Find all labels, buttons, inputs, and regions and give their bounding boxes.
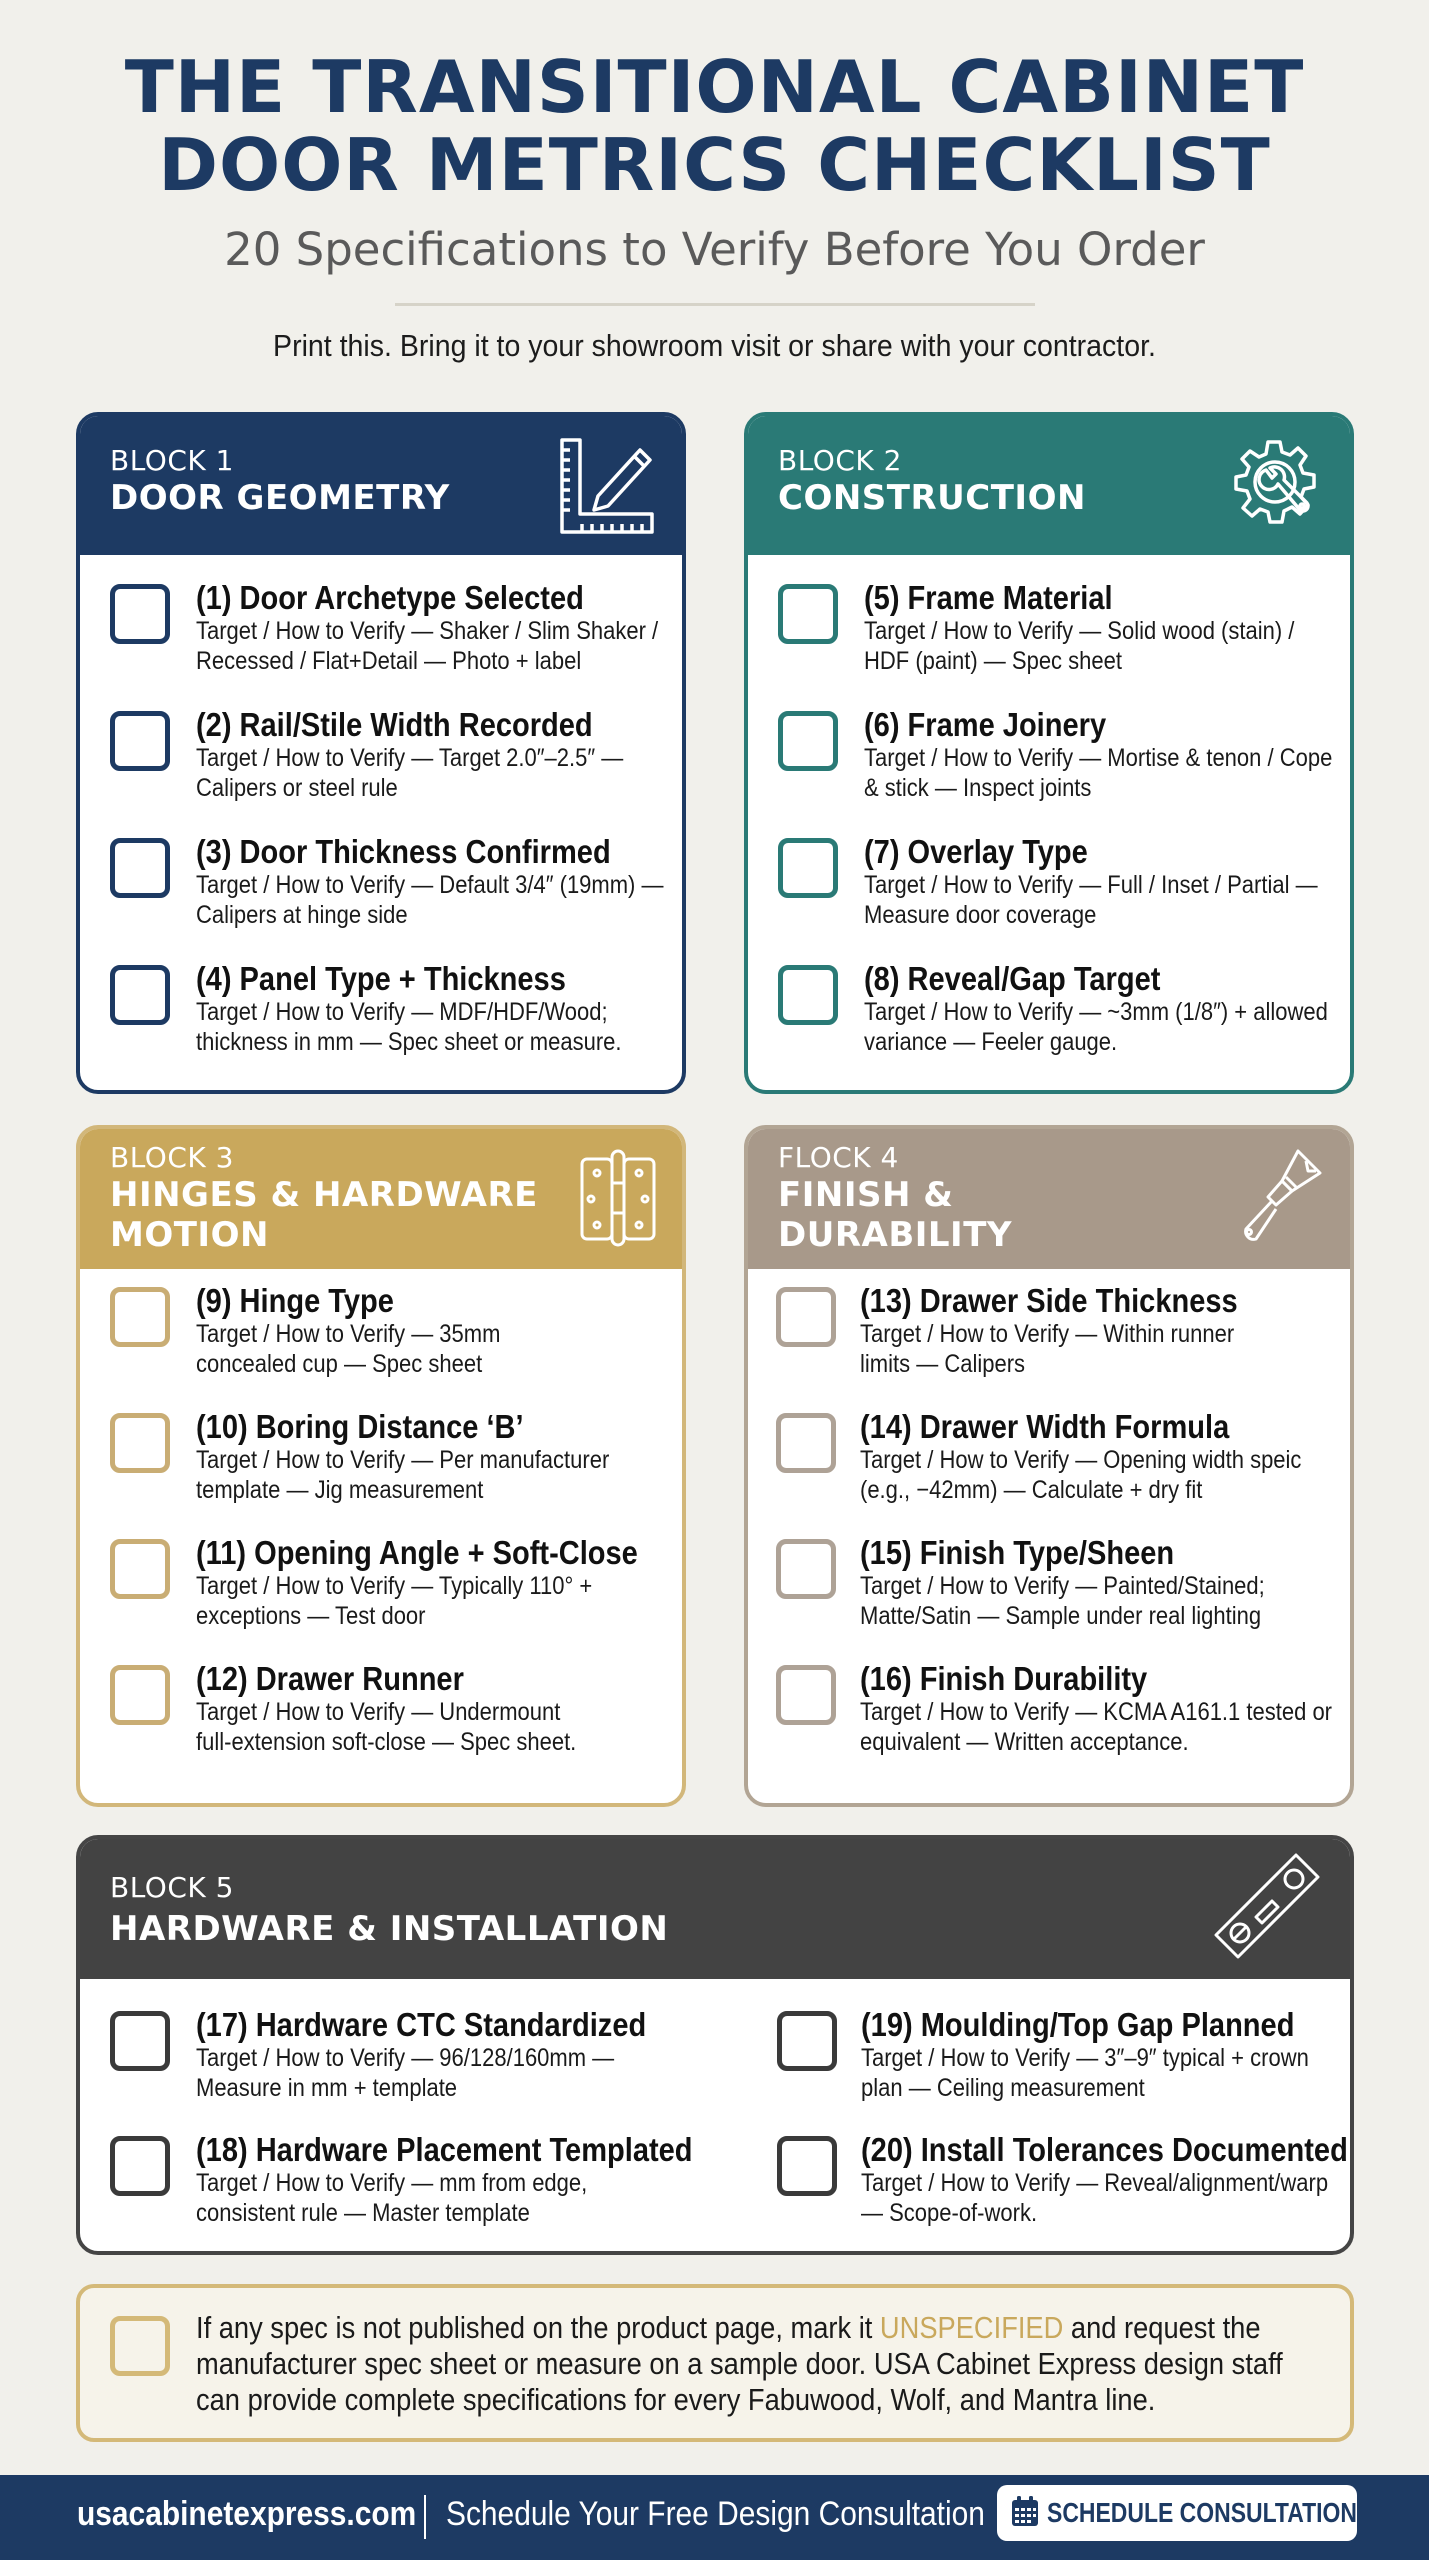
ruler-pencil-icon bbox=[558, 436, 656, 540]
checklist-item bbox=[778, 580, 1340, 690]
checklist-item bbox=[778, 961, 1340, 1071]
schedule-consultation-button[interactable] bbox=[997, 2485, 1357, 2541]
note-text-before: If any spec is not published on the product page, mark it bbox=[196, 2310, 880, 2345]
item-desc: Target / How to Verify — Reveal/alignment/warp — Scope-of-work. bbox=[861, 2169, 1329, 2227]
item-title: (11) Opening Angle + Soft-Close bbox=[196, 1534, 638, 1571]
note-text bbox=[196, 2310, 1305, 2418]
item-desc: Target / How to Verify — Full / Inset / Partial — Measure door coverage bbox=[864, 871, 1318, 929]
checklist-item bbox=[778, 1283, 1340, 1393]
block-finish-durability bbox=[744, 1125, 1354, 1807]
item-title: (4) Panel Type + Thickness bbox=[196, 960, 566, 997]
item-title: (1) Door Archetype Selected bbox=[196, 579, 584, 616]
title-line-2: DOOR METRICS CHECKLIST bbox=[158, 123, 1271, 207]
item-title: (18) Hardware Placement Templated bbox=[196, 2131, 693, 2168]
block-body bbox=[748, 555, 1350, 1090]
calendar-icon bbox=[1011, 2495, 1039, 2532]
item-title: (2) Rail/Stile Width Recorded bbox=[196, 706, 593, 743]
block-header bbox=[80, 1839, 1350, 1979]
block-hardware-installation bbox=[76, 1835, 1354, 2255]
block-header bbox=[748, 416, 1350, 555]
item-desc: Target / How to Verify — Shaker / Slim Shaker / Recessed / Flat+Detail — Photo + label bbox=[196, 617, 659, 675]
checkbox[interactable] bbox=[776, 1539, 836, 1599]
hinge-icon bbox=[580, 1149, 656, 1251]
item-desc: Target / How to Verify — 96/128/160mm — Measure in mm + template bbox=[196, 2044, 615, 2102]
checkbox[interactable] bbox=[776, 1413, 836, 1473]
block-number: BLOCK 2 bbox=[778, 444, 902, 477]
block-body bbox=[80, 555, 682, 1090]
checklist-item bbox=[110, 2132, 710, 2242]
item-desc: Target / How to Verify — Opening width speic (e.g., −42mm) — Calculate + dry fit bbox=[860, 1446, 1302, 1504]
unspecified-highlight: UNSPECIFIED bbox=[879, 2310, 1064, 2345]
item-desc: Target / How to Verify — MDF/HDF/Wood; thickness in mm — Spec sheet or measure. bbox=[196, 998, 622, 1056]
block-hinges-hardware-motion bbox=[76, 1125, 686, 1807]
block-number: BLOCK 3 bbox=[110, 1141, 234, 1174]
checklist-item bbox=[110, 1409, 672, 1519]
checkbox[interactable] bbox=[776, 1665, 836, 1725]
item-title: (16) Finish Durability bbox=[860, 1660, 1148, 1697]
checkbox[interactable] bbox=[110, 584, 170, 644]
block-title-line-1: FINISH & bbox=[778, 1175, 954, 1215]
item-desc: Target / How to Verify — Target 2.0″–2.5″ — Calipers or steel rule bbox=[196, 744, 624, 802]
checklist-item bbox=[110, 834, 672, 944]
item-title: (6) Frame Joinery bbox=[864, 706, 1107, 743]
item-desc: Target / How to Verify — Within runner limits — Calipers bbox=[860, 1320, 1235, 1378]
item-title: (13) Drawer Side Thickness bbox=[860, 1282, 1238, 1319]
item-desc: Target / How to Verify — ~3mm (1/8″) + allowed variance — Feeler gauge. bbox=[864, 998, 1328, 1056]
gear-wrench-icon bbox=[1226, 436, 1322, 536]
checklist-item bbox=[778, 1409, 1340, 1519]
item-desc: Target / How to Verify — Painted/Stained; Matte/Satin — Sample under real lighting bbox=[860, 1572, 1265, 1630]
checkbox[interactable] bbox=[777, 2136, 837, 2196]
checklist-item bbox=[110, 1661, 672, 1771]
checklist-item bbox=[778, 1661, 1340, 1771]
spirit-level-icon bbox=[1214, 1853, 1322, 1965]
item-desc: Target / How to Verify — Mortise & tenon / Cope & stick — Inspect joints bbox=[864, 744, 1333, 802]
checklist-item bbox=[110, 1283, 672, 1393]
checkbox[interactable] bbox=[110, 1287, 170, 1347]
block-number: BLOCK 1 bbox=[110, 444, 234, 477]
checklist-item bbox=[110, 961, 672, 1071]
paintbrush-icon bbox=[1236, 1149, 1322, 1253]
page-subtitle: 20 Specifications to Verify Before You Order bbox=[224, 223, 1205, 276]
item-title: (19) Moulding/Top Gap Planned bbox=[861, 2006, 1295, 2043]
checkbox[interactable] bbox=[778, 711, 838, 771]
checklist-item bbox=[778, 834, 1340, 944]
checklist-item bbox=[777, 2007, 1354, 2117]
checkbox[interactable] bbox=[778, 965, 838, 1025]
item-title: (3) Door Thickness Confirmed bbox=[196, 833, 611, 870]
item-title: (7) Overlay Type bbox=[864, 833, 1088, 870]
item-title: (20) Install Tolerances Documented bbox=[861, 2131, 1348, 2168]
checkbox[interactable] bbox=[777, 2011, 837, 2071]
checkbox[interactable] bbox=[110, 1665, 170, 1725]
block-construction bbox=[744, 412, 1354, 1094]
block-header bbox=[80, 416, 682, 555]
item-title: (12) Drawer Runner bbox=[196, 1660, 464, 1697]
item-desc: Target / How to Verify — Per manufacturer template — Jig measurement bbox=[196, 1446, 610, 1504]
header-divider bbox=[395, 303, 1035, 306]
block-number: FLOCK 4 bbox=[778, 1141, 899, 1174]
checklist-item bbox=[778, 707, 1340, 817]
item-desc: Target / How to Verify — Typically 110° + exceptions — Test door bbox=[196, 1572, 593, 1630]
block-body bbox=[80, 1269, 682, 1803]
item-title: (8) Reveal/Gap Target bbox=[864, 960, 1161, 997]
checkbox[interactable] bbox=[110, 1413, 170, 1473]
unspecified-note bbox=[76, 2284, 1354, 2442]
block-door-geometry bbox=[76, 412, 686, 1094]
intro-text: Print this. Bring it to your showroom visit or share with your contractor. bbox=[273, 328, 1156, 363]
block-body bbox=[748, 1269, 1350, 1803]
site-link[interactable]: usacabinetexpress.com bbox=[77, 2495, 417, 2533]
block-title: DOOR GEOMETRY bbox=[110, 478, 450, 518]
item-title: (10) Boring Distance ‘B’ bbox=[196, 1408, 524, 1445]
checkbox[interactable] bbox=[110, 2316, 170, 2376]
checklist-item bbox=[110, 707, 672, 817]
checklist-item bbox=[110, 2007, 710, 2117]
block-body bbox=[80, 1979, 1350, 2251]
block-title: HARDWARE & INSTALLATION bbox=[110, 1909, 669, 1949]
checklist-item bbox=[110, 1535, 672, 1645]
checkbox[interactable] bbox=[110, 711, 170, 771]
item-desc: Target / How to Verify — mm from edge, consistent rule — Master template bbox=[196, 2169, 588, 2227]
checklist-item bbox=[110, 580, 672, 690]
block-title: CONSTRUCTION bbox=[778, 478, 1086, 518]
checkbox[interactable] bbox=[110, 965, 170, 1025]
block-header bbox=[80, 1129, 682, 1269]
block-title-line-1: HINGES & HARDWARE bbox=[110, 1175, 538, 1215]
item-title: (14) Drawer Width Formula bbox=[860, 1408, 1230, 1445]
block-header bbox=[748, 1129, 1350, 1269]
checkbox[interactable] bbox=[778, 838, 838, 898]
checklist-item bbox=[777, 2132, 1354, 2242]
item-desc: Target / How to Verify — 3″–9″ typical + crown plan — Ceiling measurement bbox=[861, 2044, 1309, 2102]
item-desc: Target / How to Verify — Default 3/4″ (19mm) — Calipers at hinge side bbox=[196, 871, 664, 929]
item-title: (15) Finish Type/Sheen bbox=[860, 1534, 1175, 1571]
item-desc: Target / How to Verify — Solid wood (stain) / HDF (paint) — Spec sheet bbox=[864, 617, 1295, 675]
footer-tagline: Schedule Your Free Design Consultation bbox=[446, 2495, 985, 2533]
checkbox[interactable] bbox=[110, 2136, 170, 2196]
note-text-after: and request the manufacturer spec sheet or measure on a sample door. USA Cabinet Express design staff can provide complete specifications for every Fabuwood, Wolf, and Mantra line. bbox=[196, 2310, 1283, 2417]
page-title bbox=[0, 45, 1429, 207]
checklist-item bbox=[778, 1535, 1340, 1645]
block-title-line-2: MOTION bbox=[110, 1215, 269, 1255]
item-title: (17) Hardware CTC Standardized bbox=[196, 2006, 647, 2043]
checkbox[interactable] bbox=[778, 584, 838, 644]
footer-bar bbox=[0, 2475, 1429, 2560]
checkbox[interactable] bbox=[776, 1287, 836, 1347]
item-desc: Target / How to Verify — Undermount full-extension soft-close — Spec sheet. bbox=[196, 1698, 577, 1756]
block-title-line-2: DURABILITY bbox=[778, 1215, 1013, 1255]
item-title: (5) Frame Material bbox=[864, 579, 1113, 616]
schedule-consultation-label: SCHEDULE CONSULTATION bbox=[1047, 2497, 1357, 2528]
footer-divider bbox=[424, 2495, 426, 2539]
item-title: (9) Hinge Type bbox=[196, 1282, 394, 1319]
item-desc: Target / How to Verify — 35mm concealed cup — Spec sheet bbox=[196, 1320, 501, 1378]
title-line-1: THE TRANSITIONAL CABINET bbox=[124, 45, 1305, 129]
checkbox[interactable] bbox=[110, 1539, 170, 1599]
checkbox[interactable] bbox=[110, 2011, 170, 2071]
block-number: BLOCK 5 bbox=[110, 1871, 234, 1904]
checkbox[interactable] bbox=[110, 838, 170, 898]
item-desc: Target / How to Verify — KCMA A161.1 tested or equivalent — Written acceptance. bbox=[860, 1698, 1333, 1756]
